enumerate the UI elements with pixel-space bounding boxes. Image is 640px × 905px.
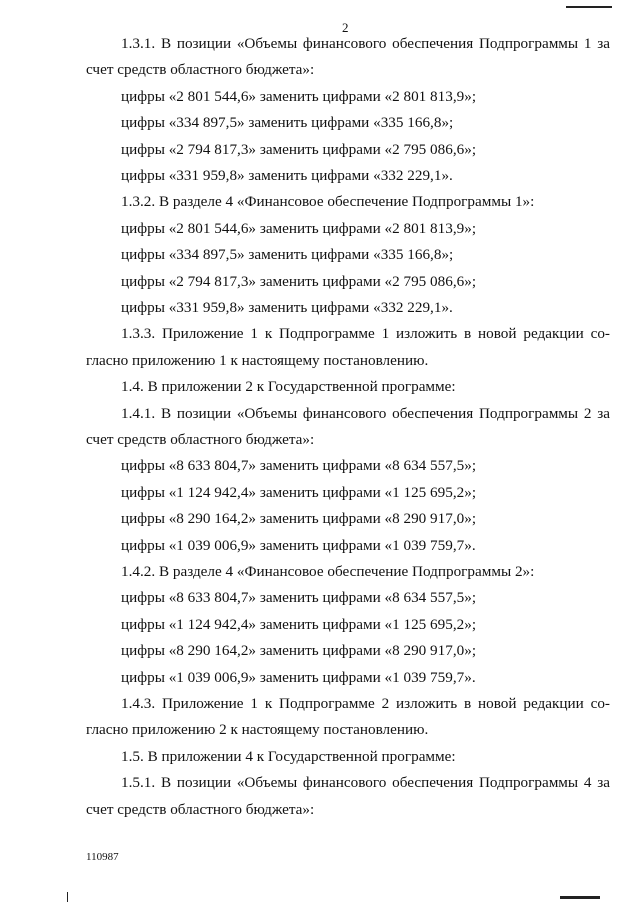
text-line: цифры «331 959,8» заменить цифрами «332 229,1». (121, 299, 453, 316)
text-line: цифры «8 290 164,2» заменить цифрами «8 290 917,0»; (121, 510, 477, 528)
text-line: цифры «331 959,8» заменить цифрами «332 229,1». (121, 167, 453, 184)
text-line: 1.3.2. В разделе 4 «Финансовое обеспечение Подпрограммы 1»: (121, 193, 535, 211)
text-line: счет средств областного бюджета»: (86, 61, 315, 79)
page-number: 2 (342, 20, 349, 35)
text-line: 1.5. В приложении 4 к Государственной программе: (121, 747, 456, 765)
text-line: цифры «1 039 006,9» заменить цифрами «1 039 759,7». (121, 536, 476, 554)
text-line: цифры «1 039 006,9» заменить цифрами «1 039 759,7». (121, 668, 476, 686)
text-line: цифры «2 794 817,3» заменить цифрами «2 795 086,6»; (121, 140, 477, 158)
text-line: цифры «2 801 544,6» заменить цифрами «2 801 813,9»; (121, 87, 477, 105)
text-line: цифры «2 794 817,3» заменить цифрами «2 795 086,6»; (121, 272, 477, 290)
text-line: цифры «334 897,5» заменить цифрами «335 166,8»; (121, 246, 454, 264)
text-line: гласно приложению 1 к настоящему постановлению. (86, 351, 429, 369)
document-code: 110987 (86, 851, 119, 863)
text-line: 1.3.1. В позиции «Объемы финансового обеспечения Подпрограммы 1 за (121, 35, 610, 52)
text-line: 1.4.2. В разделе 4 «Финансовое обеспечение Подпрограммы 2»: (121, 563, 535, 580)
text-line: счет средств областного бюджета»: (86, 431, 315, 448)
text-line: 1.4.3. Приложение 1 к Подпрограмме 2 изложить в новой редакции со- (121, 695, 610, 712)
text-line: цифры «2 801 544,6» заменить цифрами «2 801 813,9»; (121, 219, 477, 237)
text-line: цифры «1 124 942,4» заменить цифрами «1 125 695,2»; (121, 483, 477, 501)
text-line: счет средств областного бюджета»: (86, 800, 315, 818)
text-line: 1.4. В приложении 2 к Государственной программе: (121, 378, 456, 396)
text-line: 1.5.1. В позиции «Объемы финансового обеспечения Подпрограммы 4 за (121, 774, 610, 792)
scan-mark-left (67, 892, 68, 902)
text-line: цифры «8 633 804,7» заменить цифрами «8 634 557,5»; (121, 457, 477, 475)
text-line: цифры «8 290 164,2» заменить цифрами «8 290 917,0»; (121, 642, 477, 660)
text-line: гласно приложению 2 к настоящему постановлению. (86, 721, 429, 739)
text-line: цифры «1 124 942,4» заменить цифрами «1 125 695,2»; (121, 615, 477, 633)
scan-mark-bottom-right (560, 896, 600, 899)
text-line: цифры «8 633 804,7» заменить цифрами «8 634 557,5»; (121, 589, 477, 607)
text-line: 1.3.3. Приложение 1 к Подпрограмме 1 изложить в новой редакции со- (121, 325, 610, 343)
scan-mark-top-right (566, 6, 612, 8)
text-line: 1.4.1. В позиции «Объемы финансового обеспечения Подпрограммы 2 за (121, 404, 610, 422)
text-line: цифры «334 897,5» заменить цифрами «335 166,8»; (121, 114, 454, 132)
